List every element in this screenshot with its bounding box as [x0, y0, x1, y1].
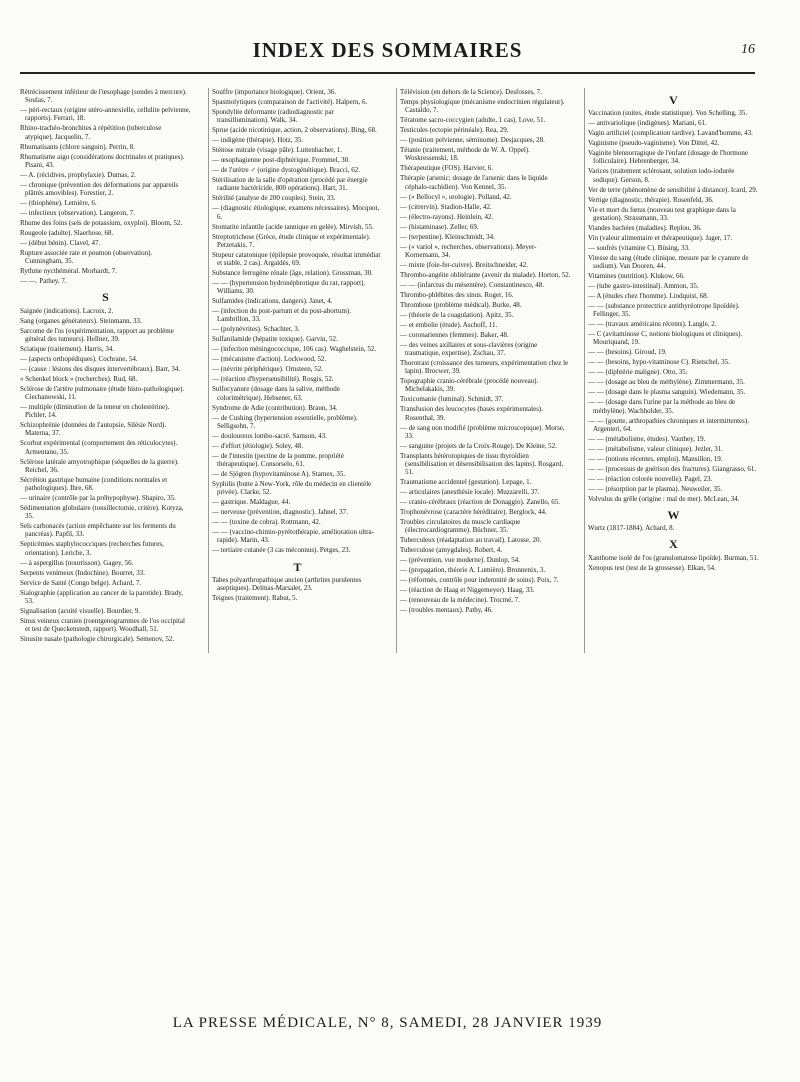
- index-entry: — — (besoins, hypo-vitaminose C). Rietschel, 35.: [588, 358, 730, 367]
- index-entry: — — (toxine de cobra). Rottmann, 42.: [212, 518, 321, 527]
- index-entry: — (« Bellocyl », urologie). Polland, 42.: [400, 192, 512, 201]
- index-entry: — — (goutte, arthropathies chroniques et intermittentes). Argenteri, 64.: [588, 416, 749, 433]
- index-entry: Transplants hétérotopiques de tissu thyroïdien (sensibilisation et désensibilisation des lapins). Rosgard, 51.: [400, 451, 564, 477]
- index-entry: Sialographie (application au cancer de la parotide). Brady, 53.: [20, 588, 184, 605]
- index-column-2: [208, 88, 383, 653]
- index-entry: Xenopus test (test de la grossesse). Elkan, 54.: [588, 563, 716, 572]
- index-entry: — soufrés (vitamine C). Büsing, 33.: [588, 243, 690, 252]
- index-column-1: [20, 88, 191, 653]
- index-title: INDEX DES SOMMAIRES: [252, 38, 523, 62]
- index-entry: Ver de terre (phénomène de sensibilité à distance). Icard, 29.: [588, 185, 758, 194]
- index-entry: Tabes polyarthropathique ancien (arthrites purulentes aseptiques). Delmas-Marsalet, 23.: [212, 575, 362, 593]
- index-entry: Septicémies staphylococciques (recherches futures, orientation). Leriche, 3.: [20, 540, 164, 557]
- index-entry: Rhumatisants (chlore sanguin). Perrin, 8.: [20, 142, 135, 151]
- index-entry: Vitamines (nutrition). Klukow, 66.: [588, 272, 685, 281]
- index-entry: — (position pelvienne, séminome). Desjacques, 28.: [400, 136, 545, 145]
- index-column-3: [396, 88, 571, 653]
- index-entry: Vagin artificiel (complication tardive). Lavand'homme, 43.: [588, 129, 753, 138]
- index-entry: Vie et mort du fœtus (nouveau test graphique dans la gestation). Strassmann, 33.: [588, 205, 736, 222]
- index-entry: Troubles circulatoires du muscle cardiaque (électrocardiogramme). Büchner, 35.: [400, 518, 521, 535]
- index-entry: — — (résorption par le plasma). Neuweiler, 35.: [588, 484, 723, 493]
- index-entry: — — (diphtérie maligne). Otto, 35.: [588, 368, 688, 377]
- index-entry: Sprue (acide nicotinique, action, 2 observations). Bing, 68.: [212, 126, 377, 135]
- index-entry: Tétanie (traitement, méthode de W. A. Oppel). Woskressenski, 18.: [400, 146, 530, 163]
- index-entry: Streptotrichose (Grèce, étude clinique et expérimentale). Petzetakis, 7.: [212, 232, 371, 249]
- index-entry: — des veines axillaires et sous-clavières (origine traumatique, expertise). Zschau, 37.: [400, 340, 538, 358]
- index-entry: Rhumatisme aigu (considérations doctrinales et pratiques). Pisani, 43.: [20, 152, 185, 169]
- page-header: [20, 38, 755, 66]
- index-entry: Tératome sacro-coccygien (adulte, 1 cas). Love, 51.: [400, 116, 546, 125]
- index-entry: Traumatisme accidentel (gestation). Lepage, 1.: [400, 478, 532, 487]
- index-column-4: [584, 88, 759, 653]
- index-entry: Service de Santé (Congo belge). Achard, 7.: [20, 578, 142, 587]
- index-entry: « Schenkel block » (recherches). Rud, 68.: [20, 374, 138, 383]
- index-entry: — (théorie de la coagulation). Apitz, 35.: [400, 310, 514, 319]
- index-entry: Vitesse du sang (étude clinique, mesure par le cyanure de sodium). Van Dooren, 44.: [588, 253, 749, 271]
- index-entry: — (mécanisme d'action). Lockwood, 52.: [212, 355, 327, 364]
- index-entry: — nerveuse (prévention, diagnostic). Jahnel, 37.: [212, 508, 348, 517]
- index-entry: Viandes hachées (maladies). Replou, 36.: [588, 223, 702, 232]
- index-entry: — multiple (diminution de la teneur en cholestérine). Pichler, 14.: [20, 403, 170, 420]
- index-entry: Spondylite déformante (radiodiagnostic par transillumination). Walk, 34.: [212, 108, 334, 125]
- index-entry: Vaccination (suites, étude statistique). Von Schelling, 35.: [588, 109, 748, 118]
- index-entry: — sanguine (projets de la Croix-Rouge). De Kleine, 52.: [400, 441, 557, 450]
- index-entry: Rétrécissement inférieur de l'œsophage (sondes à mercure). Soulas, 7.: [20, 88, 187, 105]
- index-entry: — (électro-rayons). Heinlein, 42.: [400, 212, 494, 221]
- index-entry: — C (avitaminose C, notions biologiques et cliniques). Mouriquand, 19.: [588, 330, 743, 347]
- index-entry: Tuberculeux (réadaptation au travail). Latosse, 20.: [400, 536, 542, 545]
- index-entry: — urinaire (contrôle par la préhypophyse). Shapiro, 35.: [20, 494, 176, 503]
- index-entry: Sciatique (traitement). Harris, 34.: [20, 344, 115, 353]
- index-entry: Rhume des foins (sels de potassium, oxyploi). Bloom, 52.: [20, 219, 183, 228]
- index-entry: Sédimentation globulaire (tonsillectomie, critère). Kotyza, 35.: [20, 504, 184, 521]
- index-entry: — A. (récidives, prophylaxie). Dumas, 2.: [20, 170, 136, 179]
- index-entry: Syphilis (butte à New-York, rôle du médecin en clientèle privée). Clarke, 52.: [212, 480, 372, 497]
- index-entry: — — (besoins). Giroud, 19.: [588, 348, 667, 357]
- index-entry: Rupture associée rate et poumon (observation). Cunningham, 35.: [20, 249, 153, 266]
- header-rule: [20, 72, 755, 74]
- index-entry: Signalisation (acuité visuelle). Bourdier, 9.: [20, 606, 141, 615]
- index-entry: — (début bénin). Clavel, 47.: [20, 239, 101, 248]
- index-entry: Wurtz (1817-1884). Achard, 8.: [588, 524, 675, 533]
- index-entry: Vertige (diagnostic, thérapie). Rosenfeld, 36.: [588, 195, 714, 204]
- index-entry: — mixte (foie-fer-cuivre). Breitschneider, 42.: [400, 260, 529, 269]
- index-entry: Rhino-trachéo-bronchites à répétition (tuberculose atypique). Jacquelin, 7.: [20, 124, 162, 141]
- index-entry: Sinus veineux cranien (roentgenogrammes de l'os occipital et test de Queckenstedt, rapport). Woodhall, 51.: [20, 616, 185, 634]
- index-entry: Rougeole (adulte). Slaerhose, 68.: [20, 229, 114, 238]
- index-entry: Saignée (indications). Lacroix, 2.: [20, 306, 114, 315]
- index-entry: Thérapeutique (FOS). Harvier, 6.: [400, 164, 494, 173]
- index-entry: Substance ferrugène rénale (âge, relation). Grossman, 30.: [212, 269, 373, 278]
- index-entry: Spasmolytiques (comparaison de l'activité). Halpern, 6.: [212, 98, 368, 106]
- index-entry: Topographie cranio-cérébrale (procédé nouveau). Michelakakis, 39.: [400, 377, 539, 394]
- index-entry: Sulfocyanure (dosage dans la salive, méthode colorimétrique). Hebsener, 63.: [212, 385, 340, 402]
- index-entry: Stupeur catatonique (épilepsie provoquée, résultat immédiat et stable, 2 cas). Argaldès, 69.: [212, 250, 381, 268]
- index-entry: — d'effort (étiologie). Soley, 48.: [212, 441, 304, 450]
- index-entry: Thorotrast (croissance des tumeurs, expérimentation chez le lapin). Brocwer, 39.: [400, 359, 569, 376]
- section-letter: S: [102, 290, 109, 305]
- index-entry: — — (vaccino-chimio-pyrétothérapie, amélioration ultra-rapide). Marin, 43.: [212, 528, 374, 545]
- index-entry: — péri-rectaux (origine utéro-annexielle, cellulite pelvienne, rapports). Ferrari, 18.: [20, 106, 191, 123]
- index-entry: — antivariolique (indigènes). Mariani, 61.: [588, 119, 707, 128]
- index-entry: — douloureux lombo-sacré. Samson, 43.: [212, 431, 327, 440]
- index-entry: — — (processus de guérison des fractures). Giangrasso, 61.: [588, 464, 757, 473]
- index-entry: Sulfamides (indications, dangers). Janet, 4.: [212, 297, 333, 306]
- index-entry: — de Sjögren (hypovitaminose A). Stamex, 35.: [212, 470, 346, 479]
- index-entry: Vaginisme (pseudo-vaginisme). Von Dittel, 42.: [588, 139, 720, 148]
- index-entry: — articulaires (anesthésie locale). Muzzarelli, 37.: [400, 488, 540, 497]
- index-entry: Testicules (ectopie périnéale). Rea, 29.: [400, 126, 509, 135]
- index-entry: — — (dosage au bleu de méthylène). Zimmermann, 35.: [588, 378, 745, 387]
- index-entry: — coronariennes (femmes). Baker, 48.: [400, 330, 509, 339]
- index-entry: Sécrétion gastrique humaine (conditions normales et pathologiques). Ihre, 68.: [20, 475, 168, 493]
- index-entry: Varices (traitement sclérosant, solution iodo-iodurée sodique). Gerson, 8.: [588, 167, 735, 184]
- index-entry: — — (dosage dans l'urine par la méthode au bleu de méthylène). Wachholder, 35.: [588, 398, 736, 415]
- index-entry: Sténose mitrale (visage pâle). Luttenbacher, 1.: [212, 146, 342, 155]
- index-entry: — —. Pathey, 7.: [20, 277, 67, 286]
- index-entry: Souffre (importance biologique). Orient, 36.: [212, 88, 337, 96]
- index-entry: Stérilisation de la salle d'opération (procédé par énergie radiante bactéricide, 800 opérations). Hart, 31.: [212, 176, 368, 193]
- index-entry: — (tube gastro-intestinal). Ammon, 35.: [588, 282, 699, 291]
- index-entry: Stomatite infantile (acide tannique en gelée). Mirvish, 55.: [212, 222, 374, 231]
- index-entry: Thrombo-phlébites des sinus. Roger, 16.: [400, 290, 514, 299]
- index-entry: — œsophagienne post-diphtérique. Frommel, 30.: [212, 156, 350, 165]
- index-entry: Sarcome de l'os (expérimentation, rapport au problème général des tumeurs). Hellner, 39.: [20, 326, 174, 343]
- section-letter: X: [669, 537, 678, 552]
- journal-footer: LA PRESSE MÉDICALE, N° 8, SAMEDI, 28 JANVIER 1939: [172, 1015, 603, 1031]
- index-entry: — (renouveau de la médecine). Trocmé, 7.: [400, 596, 520, 605]
- index-entry: — (réaction d'hypersensibilité). Rosgis, 52.: [212, 375, 334, 384]
- index-entry: — et embolie (étude). Aschoff, 11.: [400, 320, 498, 329]
- index-entry: — — (substance protectrice antithyréotrope lipoïdée). Fellinger, 35.: [588, 302, 740, 319]
- index-entry: — gastrique. Maldague, 44.: [212, 498, 291, 507]
- section-letter: T: [293, 559, 302, 574]
- index-entry: — — (travaux américains récents). Langle, 2.: [588, 320, 717, 329]
- index-entry: — de l'intestin (pectine de la pomme, propriété thérapeutique). Consorselo, 61.: [212, 451, 344, 469]
- index-entry: — — (réaction colorée nouvelle). Pagel, 23.: [588, 474, 713, 483]
- index-entry: — de l'urètre ♂ (origine dystogénétique). Bracci, 62.: [212, 166, 361, 175]
- index-entry: — (névrite périphérique). Ornsteen, 52.: [212, 365, 323, 374]
- index-entry: — — (métabolisme, valeur clinique). Jezler, 31.: [588, 444, 724, 453]
- index-entry: — indigène (thérapie). Hotz, 35.: [212, 136, 304, 145]
- index-entry: — (aspects orthopédiques). Cochrane, 54.: [20, 354, 138, 363]
- index-entry: — (histaminase). Zeller, 69.: [400, 222, 479, 231]
- index-entry: — (propagation, théorie A. Lumière). Bronnenix, 3.: [400, 566, 546, 575]
- index-entry: — infectieux (observation). Langeron, 7.: [20, 209, 135, 218]
- index-entry: — (réaction de Haag et Niggemeyer). Haag, 33.: [400, 586, 535, 595]
- index-entry: — (« variol », recherches, observations). Meyer-Kornemann, 34.: [400, 242, 537, 259]
- index-entry: — (diagnostic étiologique, examens nécessaires). Mocquot, 6.: [212, 204, 380, 221]
- index-entry: — — (métabolisme, études). Vauthey, 19.: [588, 434, 706, 443]
- index-entry: — (réformés, contrôle pour indemnité de soins). Poix, 7.: [400, 576, 559, 585]
- index-entry: Xanthome isolé de l'os (granulomatose lipoïde). Burman, 51.: [588, 553, 759, 562]
- index-entry: Teignes (traitement). Rabut, 5.: [212, 594, 298, 603]
- index-entry: Télévision (en dehors de la Science). Desfosses, 7.: [400, 88, 542, 96]
- index-entry: — (troubles mentaux). Pathy, 46.: [400, 606, 494, 615]
- index-entry: Sang (organes générateurs). Steinmann, 33.: [20, 316, 142, 325]
- index-entry: — tertiaire cutanée (3 cas méconnus). Petges, 23.: [212, 546, 351, 555]
- index-entry: Toxicomanie (luminal). Schmidt, 37.: [400, 395, 504, 404]
- index-entry: Sinusite nasale (pathologie chirurgicale). Semenov, 52.: [20, 635, 175, 644]
- index-entry: — de sang non modifié (problème microscopique). Morse, 33.: [400, 423, 565, 440]
- index-entry: — — (dosage dans le plasma sanguin). Wiedemann, 35.: [588, 388, 746, 397]
- section-letter: W: [667, 508, 680, 523]
- index-entry: Sulfanilamide (hépatite toxique). Garvin, 52.: [212, 335, 338, 344]
- index-entry: Stérilité (analyse de 200 couples). Stein, 33.: [212, 194, 336, 203]
- index-entry: — (citrervin). Stadion-Halle, 42.: [400, 202, 492, 211]
- index-entry: Scorbut expérimental (comportement des réticulocytes). Armentano, 35.: [20, 439, 178, 456]
- index-entry: — (thiophène). Lemière, 6.: [20, 199, 97, 208]
- index-entry: Sclérose de l'artère pulmonaire (étude histo-pathologique). Ciechanowski, 11.: [20, 384, 185, 402]
- index-entry: — à aspergillus (nourrisson). Gagey, 56.: [20, 558, 134, 567]
- index-entry: — de Cushing (hypertension essentielle, problème). Selligsohn, 7.: [212, 413, 358, 430]
- index-entry: Vaginite blennorragique de l'enfant (dosage de l'hormone folliculaire). Hebrenberger, 34.: [588, 149, 748, 166]
- section-letter: V: [669, 93, 678, 107]
- index-entry: Temps physiologique (mécanisme endocrinien régulateur). Castaldo, 7.: [400, 98, 565, 115]
- index-entry: — (prévention, vue moderne). Dunlop, 54.: [400, 556, 520, 565]
- index-entry: — — (infarctus du mésentère). Constantinesco, 48.: [400, 280, 545, 289]
- index-entry: — A (études chez l'homme). Lindquist, 68.: [588, 292, 709, 301]
- index-entry: — (polynévrites). Schachter, 3.: [212, 325, 300, 334]
- page-number: 16: [741, 42, 755, 57]
- index-entry: — (infection du post-partum et du post-abortum). Lambrillon, 33.: [212, 307, 351, 324]
- index-entry: Thrombo-angéite oblitérante (avenir du malade). Horton, 52.: [400, 270, 571, 279]
- index-entry: Transfusion des leucocytes (bases expérimentales). Rosenthal, 39.: [400, 405, 544, 422]
- index-entry: — — (hypertension hydronéphrotique du rat, rapport). Williams, 30.: [212, 279, 366, 296]
- index-entry: Vin (valeur alimentaire et thérapeutique). Jager, 17.: [588, 233, 733, 242]
- index-entry: Rythme nycthéméral. Morhardt, 7.: [20, 267, 117, 276]
- index-entry: Serpents venimeux (Indochine). Bourret, 33.: [20, 568, 145, 577]
- index-columns: [20, 88, 759, 653]
- index-entry: — (terpentine). Kleinschmidt, 34.: [400, 232, 495, 241]
- index-entry: — — (notions récentes, emploi). Mansillon, 19.: [588, 454, 723, 463]
- index-entry: Schizophrénie (données de l'autopsie, Silésie Nord). Materna, 37.: [20, 421, 167, 438]
- index-entry: Tuberculose (amygdales). Robert, 4.: [400, 546, 502, 555]
- index-entry: Trophonévrose (caractère héréditaire). Berglock, 44.: [400, 508, 547, 517]
- index-entry: Sels carbonacés (action empêchante sur les ferments du pancréas). Papfil, 33.: [20, 522, 176, 539]
- index-entry: Syndrome de Adie (contribution). Braun, 34.: [212, 403, 338, 412]
- index-entry: — (infection méningococcique, 106 cas). Waghelstein, 52.: [212, 345, 377, 354]
- index-entry: — chronique (prévention des déformations par appareils plâtrés amovibles). Forestier, 2.: [20, 180, 179, 198]
- index-entry: Sclérose latérale amyotrophique (séquelles de la guerre). Reichel, 36.: [20, 457, 179, 474]
- index-entry: — cranio-cérébraux (réaction de Donaggio). Zanello, 65.: [400, 498, 560, 507]
- index-entry: Thrombose (problème médical). Burke, 48.: [400, 300, 522, 309]
- index-entry: — (cause : lésions des disques intervertébraux). Barr, 34.: [20, 364, 181, 373]
- index-entry: Thérapie (arsenic; dosage de l'arsenic dans le liquide céphalo-rachidien). Von Kennel, 35.: [400, 174, 548, 191]
- index-entry: Volvulus du grêle (origine : mal de mer). McLean, 34.: [588, 494, 740, 503]
